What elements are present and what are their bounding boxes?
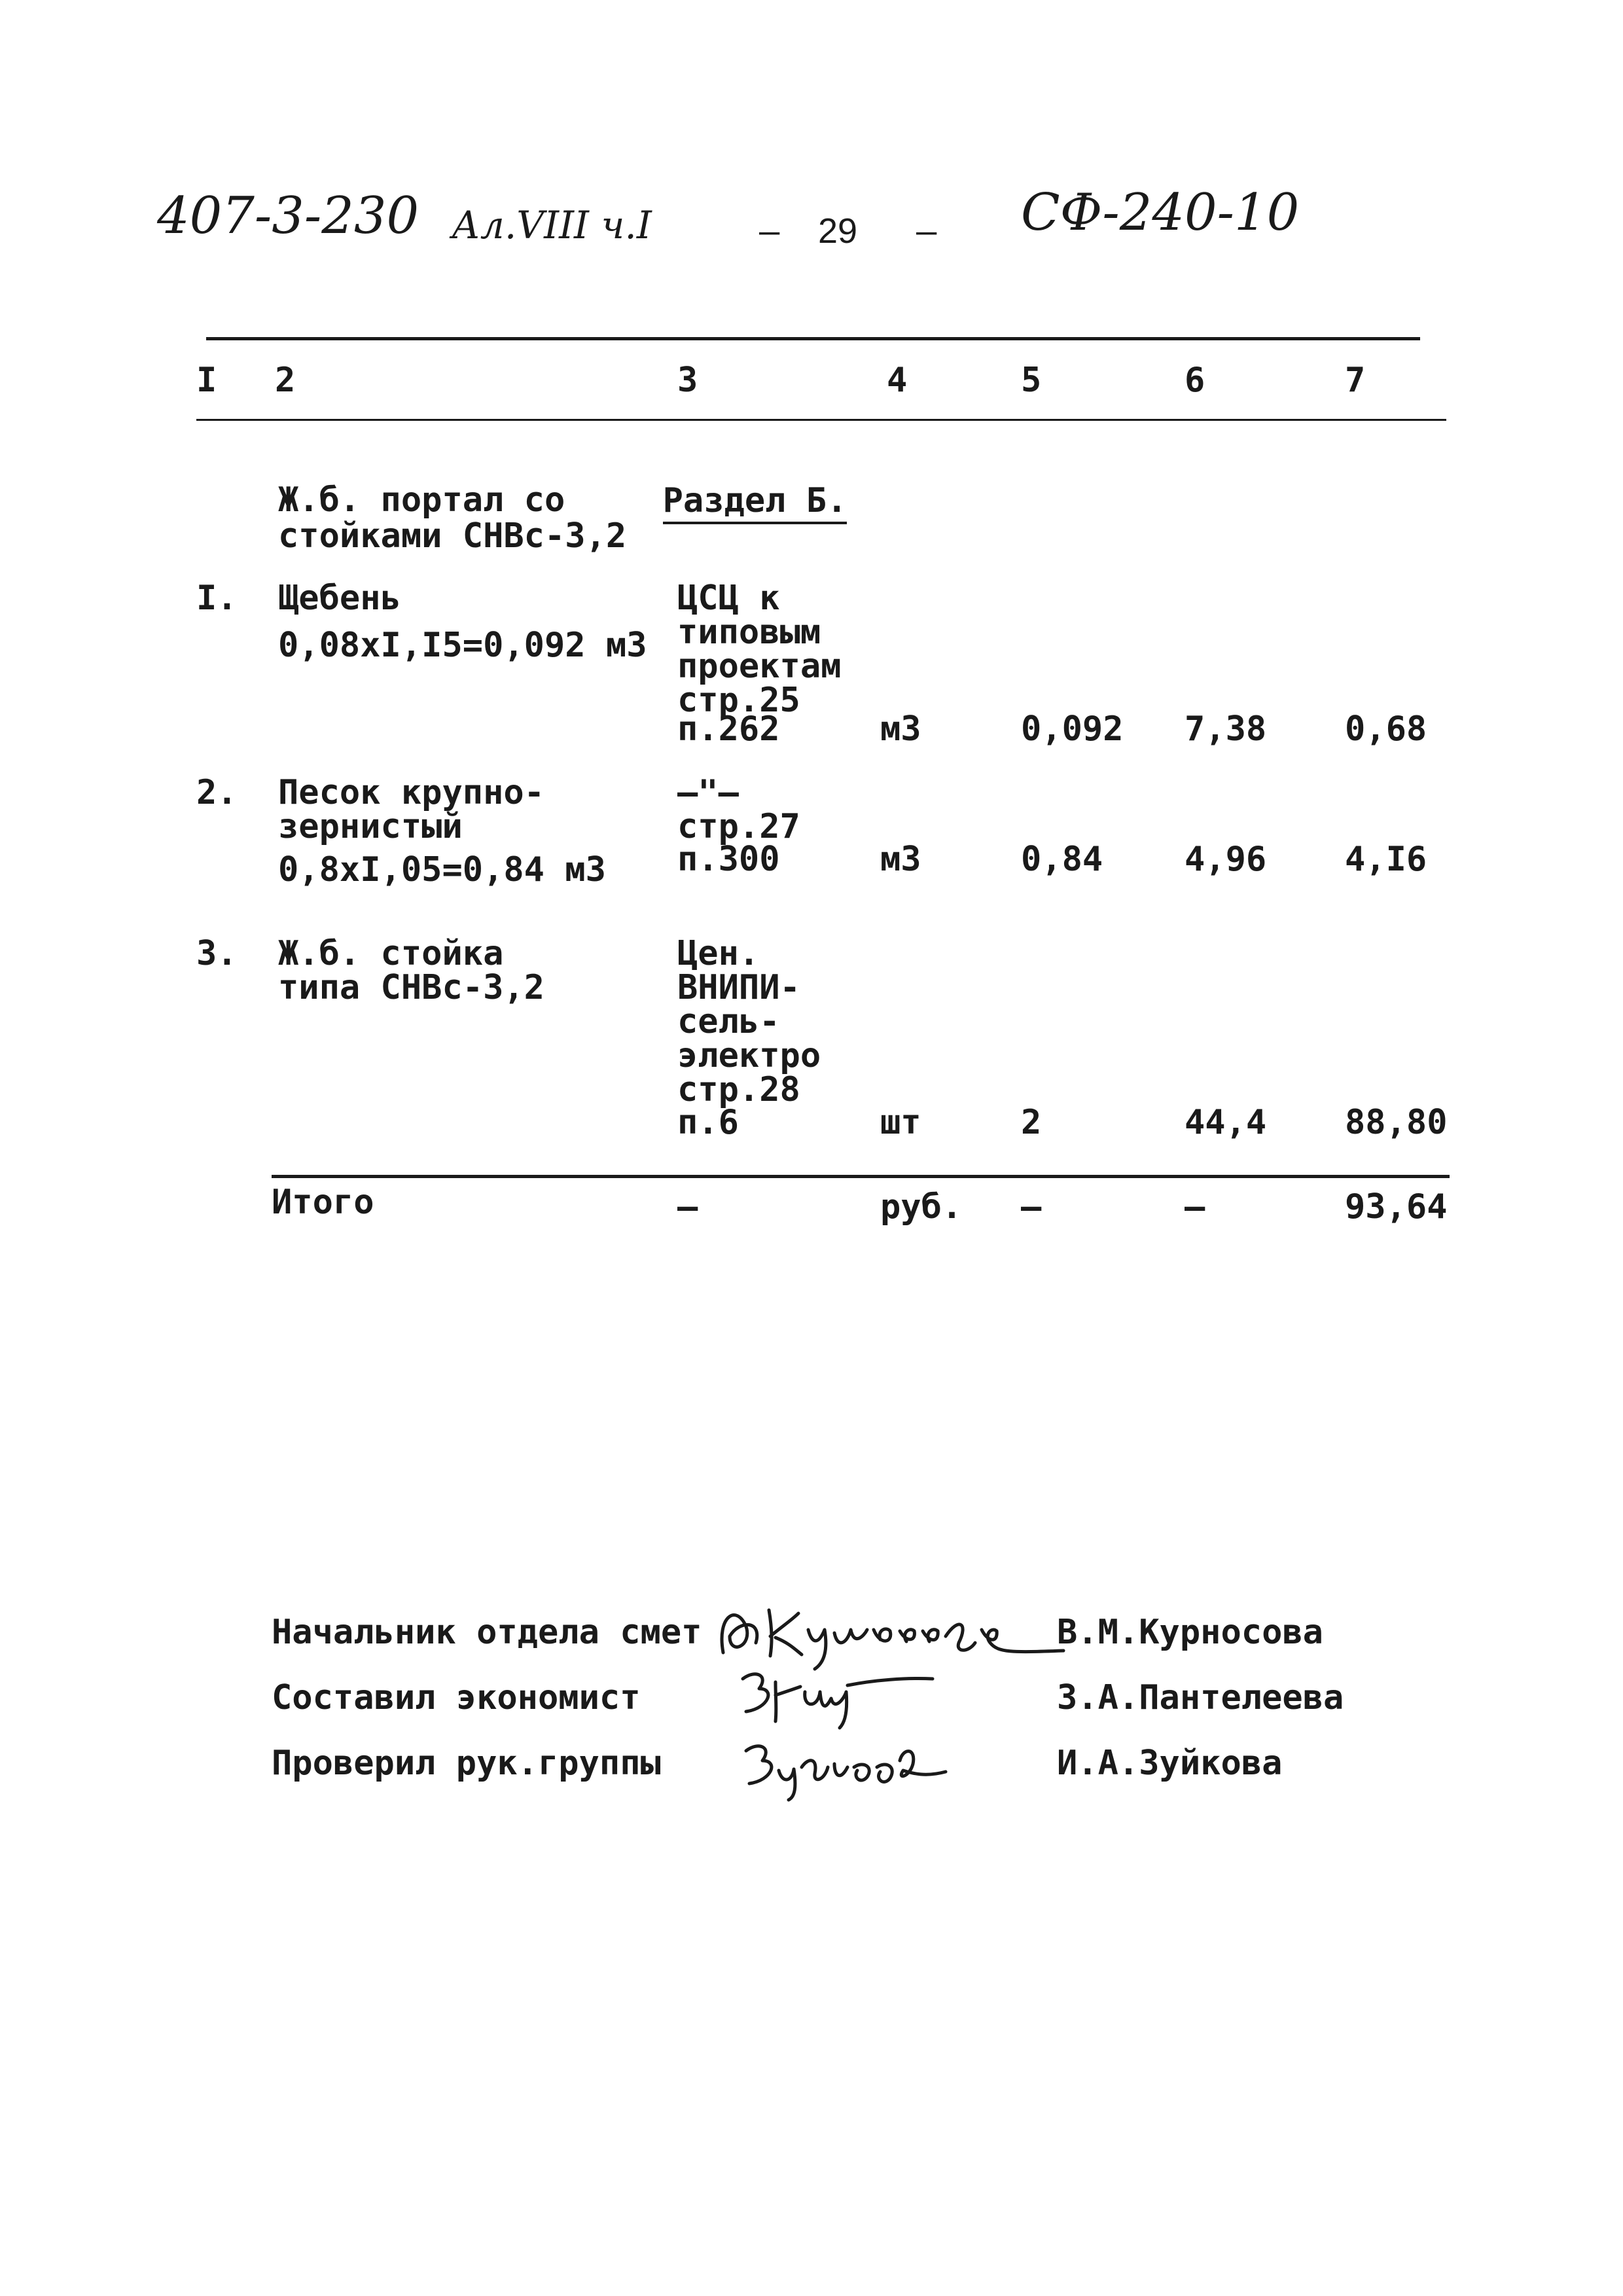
col-num-7: 7 <box>1345 361 1366 400</box>
total-unit: руб. <box>880 1187 963 1227</box>
total-price: – <box>1185 1187 1205 1227</box>
row-2-number: 2. <box>196 773 238 812</box>
row-1-price: 7,38 <box>1185 709 1267 749</box>
row-3-source-line-3: сель- <box>677 1002 780 1041</box>
row-1-total: 0,68 <box>1345 709 1427 749</box>
row-2-total: 4,I6 <box>1345 840 1427 879</box>
row-3-source-line-1: Цен. <box>677 934 760 973</box>
col-num-3: 3 <box>677 361 698 400</box>
document-code: 407-3-230 <box>157 187 419 245</box>
row-3-qty: 2 <box>1021 1103 1042 1142</box>
signature-name-2: З.А.Пантелеева <box>1057 1678 1344 1717</box>
row-3-total: 88,80 <box>1345 1103 1448 1142</box>
row-1-source-line-3: проектам <box>677 647 842 686</box>
row-1-source-line-2: типовым <box>677 613 821 652</box>
row-3-price: 44,4 <box>1185 1103 1267 1142</box>
row-3-source-line-2: ВНИПИ- <box>677 968 800 1007</box>
row-2-source-line-1: –"– <box>677 773 739 812</box>
total-source: – <box>677 1187 698 1227</box>
row-2-name-line-2: зернистый <box>278 807 463 846</box>
row-2-unit: м3 <box>880 840 921 879</box>
row-3-source-line-5: стр.28 <box>677 1070 800 1109</box>
row-2-name-line-3: 0,8xI,05=0,84 м3 <box>278 850 606 889</box>
signature-name-3: И.А.Зуйкова <box>1057 1744 1283 1783</box>
row-2-source-line-2: стр.27 <box>677 807 800 846</box>
handwritten-signature-3 <box>736 1731 959 1803</box>
signature-role-2: Составил экономист <box>272 1678 641 1717</box>
page-number: 29 <box>818 211 858 251</box>
page-dash-right: – <box>916 212 937 251</box>
handwritten-signature-2 <box>730 1659 939 1731</box>
total-top-rule <box>272 1175 1450 1178</box>
col-num-5: 5 <box>1021 361 1042 400</box>
row-1-name-line-1: Щебень <box>278 579 401 618</box>
row-2-qty: 0,84 <box>1021 840 1103 879</box>
row-3-source-line-4: электро <box>677 1036 821 1075</box>
table-top-rule <box>206 337 1420 340</box>
header-bottom-rule <box>196 419 1446 421</box>
sheet-code: СФ-240-10 <box>1021 183 1300 242</box>
section-subtitle-line-1: Ж.б. портал со <box>278 480 565 520</box>
signature-role-1: Начальник отдела смет <box>272 1613 702 1652</box>
section-subtitle-line-2: стойками СНВс-3,2 <box>278 516 627 556</box>
col-num-6: 6 <box>1185 361 1205 400</box>
row-3-name-line-1: Ж.б. стойка <box>278 934 504 973</box>
page-dash-left: – <box>759 212 780 251</box>
col-num-4: 4 <box>887 361 908 400</box>
row-3-name-line-2: типа СНВс-3,2 <box>278 968 544 1007</box>
row-2-price: 4,96 <box>1185 840 1267 879</box>
total-qty: – <box>1021 1187 1042 1227</box>
row-3-source-line-6: п.6 <box>677 1103 739 1142</box>
row-1-name-line-2: 0,08xI,I5=0,092 м3 <box>278 626 647 665</box>
section-title-text: Раздел Б. <box>663 481 847 524</box>
row-1-source-line-1: ЦСЦ к <box>677 579 780 618</box>
col-num-1: I <box>196 361 217 400</box>
row-2-name-line-1: Песок крупно- <box>278 773 544 812</box>
signature-role-3: Проверил рук.группы <box>272 1744 661 1783</box>
col-num-2: 2 <box>275 361 296 400</box>
row-2-source-line-3: п.300 <box>677 840 780 879</box>
signature-name-1: В.М.Курносова <box>1057 1613 1323 1652</box>
album-code: Ал.VIII ч.I <box>452 203 652 247</box>
section-title <box>622 444 847 520</box>
row-3-unit: шт <box>880 1103 921 1142</box>
row-3-number: 3. <box>196 934 238 973</box>
total-label: Итого <box>272 1183 374 1222</box>
total-sum: 93,64 <box>1345 1187 1448 1227</box>
row-1-source-line-5: п.262 <box>677 709 780 749</box>
row-1-unit: м3 <box>880 709 921 749</box>
row-1-qty: 0,092 <box>1021 709 1124 749</box>
row-1-number: I. <box>196 579 238 618</box>
row-1-source-line-4: стр.25 <box>677 681 800 720</box>
